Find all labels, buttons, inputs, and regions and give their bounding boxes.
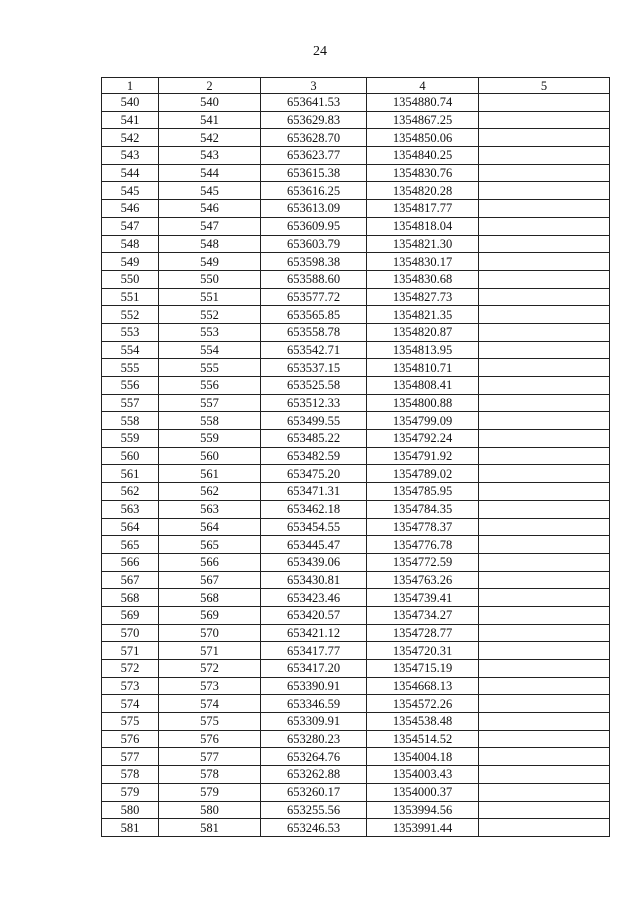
table-row	[102, 270, 610, 288]
table-row	[102, 217, 610, 235]
table-cell-col-4: 1354821.35	[367, 306, 479, 324]
table-cell-col-4: 1354004.18	[367, 748, 479, 766]
table-row	[102, 677, 610, 695]
table-cell-col-5	[479, 377, 610, 395]
table-row	[102, 730, 610, 748]
table-cell-col-5	[479, 465, 610, 483]
table-cell-col-1: 570	[102, 624, 159, 642]
table-cell-col-4: 1354880.74	[367, 94, 479, 112]
table-cell-col-4: 1354840.25	[367, 147, 479, 165]
table-cell-col-3: 653417.77	[261, 642, 367, 660]
table-cell-col-5	[479, 182, 610, 200]
table-cell-col-4: 1354778.37	[367, 518, 479, 536]
table-row	[102, 766, 610, 784]
table-row	[102, 147, 610, 165]
table-cell-col-4: 1354791.92	[367, 447, 479, 465]
table-cell-col-4: 1354514.52	[367, 730, 479, 748]
table-cell-col-5	[479, 217, 610, 235]
table-cell-col-1: 551	[102, 288, 159, 306]
table-cell-col-3: 653471.31	[261, 483, 367, 501]
table-cell-col-3: 653499.55	[261, 412, 367, 430]
table-cell-col-3: 653255.56	[261, 801, 367, 819]
table-cell-col-1: 565	[102, 536, 159, 554]
table-cell-col-4: 1354810.71	[367, 359, 479, 377]
table-row	[102, 111, 610, 129]
table-cell-col-2: 556	[159, 377, 261, 395]
table-cell-col-3: 653629.83	[261, 111, 367, 129]
table-cell-col-3: 653565.85	[261, 306, 367, 324]
table-cell-col-2: 563	[159, 500, 261, 518]
table-row	[102, 819, 610, 837]
table-cell-col-4: 1354572.26	[367, 695, 479, 713]
table-cell-col-5	[479, 819, 610, 837]
table-cell-col-2: 569	[159, 606, 261, 624]
table-cell-col-3: 653641.53	[261, 94, 367, 112]
table-cell-col-1: 546	[102, 200, 159, 218]
table-cell-col-4: 1354715.19	[367, 660, 479, 678]
table-cell-col-5	[479, 164, 610, 182]
table-cell-col-2: 581	[159, 819, 261, 837]
table-cell-col-2: 574	[159, 695, 261, 713]
table-cell-col-3: 653417.20	[261, 660, 367, 678]
table-cell-col-4: 1354867.25	[367, 111, 479, 129]
table-cell-col-2: 557	[159, 394, 261, 412]
table-row	[102, 801, 610, 819]
table-cell-col-1: 564	[102, 518, 159, 536]
table-cell-col-2: 558	[159, 412, 261, 430]
table-cell-col-4: 1354850.06	[367, 129, 479, 147]
table-cell-col-5	[479, 147, 610, 165]
table-cell-col-3: 653588.60	[261, 270, 367, 288]
table-cell-col-3: 653615.38	[261, 164, 367, 182]
table-cell-col-2: 543	[159, 147, 261, 165]
table-cell-col-5	[479, 288, 610, 306]
table-cell-col-1: 542	[102, 129, 159, 147]
table-cell-col-5	[479, 589, 610, 607]
table-cell-col-3: 653482.59	[261, 447, 367, 465]
table-cell-col-1: 576	[102, 730, 159, 748]
table-cell-col-2: 571	[159, 642, 261, 660]
table-row	[102, 394, 610, 412]
table-cell-col-2: 551	[159, 288, 261, 306]
table-cell-col-2: 564	[159, 518, 261, 536]
table-row	[102, 182, 610, 200]
table-cell-col-4: 1354734.27	[367, 606, 479, 624]
table-row	[102, 713, 610, 731]
table-cell-col-5	[479, 412, 610, 430]
table-cell-col-5	[479, 200, 610, 218]
table-cell-col-3: 653475.20	[261, 465, 367, 483]
table-cell-col-2: 554	[159, 341, 261, 359]
table-cell-col-3: 653280.23	[261, 730, 367, 748]
table-cell-col-1: 563	[102, 500, 159, 518]
table-cell-col-5	[479, 94, 610, 112]
table-row	[102, 465, 610, 483]
table-cell-col-4: 1354813.95	[367, 341, 479, 359]
table-cell-col-2: 576	[159, 730, 261, 748]
table-cell-col-1: 571	[102, 642, 159, 660]
table-cell-col-4: 1354538.48	[367, 713, 479, 731]
table-cell-col-1: 553	[102, 323, 159, 341]
table-cell-col-2: 580	[159, 801, 261, 819]
column-header: 5	[479, 78, 610, 94]
table-cell-col-4: 1354772.59	[367, 553, 479, 571]
table-cell-col-2: 566	[159, 553, 261, 571]
table-cell-col-4: 1354830.17	[367, 253, 479, 271]
table-cell-col-2: 559	[159, 430, 261, 448]
table-cell-col-4: 1354000.37	[367, 783, 479, 801]
table-cell-col-5	[479, 500, 610, 518]
table-cell-col-3: 653246.53	[261, 819, 367, 837]
table-cell-col-2: 577	[159, 748, 261, 766]
table-row	[102, 323, 610, 341]
table-row	[102, 359, 610, 377]
table-cell-col-4: 1353991.44	[367, 819, 479, 837]
table-row	[102, 447, 610, 465]
table-row	[102, 483, 610, 501]
table-cell-col-2: 567	[159, 571, 261, 589]
column-header: 2	[159, 78, 261, 94]
table-cell-col-1: 555	[102, 359, 159, 377]
table-row	[102, 606, 610, 624]
table-cell-col-3: 653346.59	[261, 695, 367, 713]
table-cell-col-5	[479, 766, 610, 784]
table-cell-col-1: 548	[102, 235, 159, 253]
table-cell-col-4: 1354785.95	[367, 483, 479, 501]
table-row	[102, 94, 610, 112]
table-cell-col-2: 549	[159, 253, 261, 271]
table-cell-col-5	[479, 642, 610, 660]
table-cell-col-5	[479, 270, 610, 288]
table-cell-col-3: 653309.91	[261, 713, 367, 731]
table-cell-col-2: 547	[159, 217, 261, 235]
table-cell-col-1: 557	[102, 394, 159, 412]
table-cell-col-2: 572	[159, 660, 261, 678]
table-cell-col-5	[479, 306, 610, 324]
table-cell-col-5	[479, 571, 610, 589]
table-cell-col-2: 579	[159, 783, 261, 801]
table-row	[102, 553, 610, 571]
table-cell-col-4: 1353994.56	[367, 801, 479, 819]
table-row	[102, 430, 610, 448]
table-cell-col-2: 544	[159, 164, 261, 182]
table-cell-col-2: 540	[159, 94, 261, 112]
table-cell-col-5	[479, 394, 610, 412]
table-cell-col-2: 555	[159, 359, 261, 377]
table-cell-col-1: 558	[102, 412, 159, 430]
table-cell-col-3: 653613.09	[261, 200, 367, 218]
table-cell-col-1: 543	[102, 147, 159, 165]
table-cell-col-4: 1354720.31	[367, 642, 479, 660]
table-cell-col-2: 541	[159, 111, 261, 129]
table-cell-col-1: 567	[102, 571, 159, 589]
table-row	[102, 288, 610, 306]
table-cell-col-1: 554	[102, 341, 159, 359]
table-cell-col-2: 575	[159, 713, 261, 731]
table-row	[102, 660, 610, 678]
table-cell-col-1: 545	[102, 182, 159, 200]
table-cell-col-1: 581	[102, 819, 159, 837]
table-cell-col-3: 653264.76	[261, 748, 367, 766]
table-cell-col-1: 540	[102, 94, 159, 112]
table-cell-col-5	[479, 624, 610, 642]
table-cell-col-2: 548	[159, 235, 261, 253]
table-cell-col-3: 653485.22	[261, 430, 367, 448]
table-cell-col-5	[479, 341, 610, 359]
table-cell-col-1: 572	[102, 660, 159, 678]
table-cell-col-2: 553	[159, 323, 261, 341]
table-cell-col-4: 1354800.88	[367, 394, 479, 412]
table-cell-col-4: 1354763.26	[367, 571, 479, 589]
table-cell-col-2: 562	[159, 483, 261, 501]
table-cell-col-5	[479, 677, 610, 695]
table-row	[102, 129, 610, 147]
table-cell-col-1: 569	[102, 606, 159, 624]
table-cell-col-5	[479, 129, 610, 147]
table-cell-col-3: 653542.71	[261, 341, 367, 359]
table-cell-col-4: 1354820.87	[367, 323, 479, 341]
table-row	[102, 642, 610, 660]
table-cell-col-3: 653423.46	[261, 589, 367, 607]
table-row	[102, 571, 610, 589]
table-cell-col-1: 577	[102, 748, 159, 766]
table-cell-col-3: 653260.17	[261, 783, 367, 801]
table-cell-col-5	[479, 111, 610, 129]
column-header: 4	[367, 78, 479, 94]
table-cell-col-3: 653558.78	[261, 323, 367, 341]
table-cell-col-5	[479, 323, 610, 341]
table-cell-col-2: 565	[159, 536, 261, 554]
table-cell-col-5	[479, 606, 610, 624]
table-row	[102, 518, 610, 536]
table-cell-col-1: 579	[102, 783, 159, 801]
table-cell-col-5	[479, 359, 610, 377]
table-cell-col-4: 1354818.04	[367, 217, 479, 235]
table-cell-col-2: 573	[159, 677, 261, 695]
table-row	[102, 695, 610, 713]
table-cell-col-3: 653262.88	[261, 766, 367, 784]
table-row	[102, 253, 610, 271]
table-row	[102, 589, 610, 607]
table-cell-col-4: 1354817.77	[367, 200, 479, 218]
table-cell-col-3: 653577.72	[261, 288, 367, 306]
table-cell-col-1: 562	[102, 483, 159, 501]
table-row	[102, 306, 610, 324]
table-row	[102, 164, 610, 182]
table-cell-col-3: 653454.55	[261, 518, 367, 536]
table-cell-col-1: 566	[102, 553, 159, 571]
table-cell-col-3: 653609.95	[261, 217, 367, 235]
table-cell-col-4: 1354776.78	[367, 536, 479, 554]
table-cell-col-3: 653525.58	[261, 377, 367, 395]
table-cell-col-3: 653445.47	[261, 536, 367, 554]
table-cell-col-2: 560	[159, 447, 261, 465]
table-cell-col-1: 574	[102, 695, 159, 713]
table-row	[102, 200, 610, 218]
table-cell-col-3: 653439.06	[261, 553, 367, 571]
table-cell-col-4: 1354808.41	[367, 377, 479, 395]
table-cell-col-1: 549	[102, 253, 159, 271]
table-cell-col-5	[479, 730, 610, 748]
table-cell-col-2: 550	[159, 270, 261, 288]
table-cell-col-1: 544	[102, 164, 159, 182]
table-cell-col-3: 653420.57	[261, 606, 367, 624]
table-cell-col-5	[479, 748, 610, 766]
column-header: 3	[261, 78, 367, 94]
table-cell-col-5	[479, 253, 610, 271]
table-cell-col-3: 653430.81	[261, 571, 367, 589]
table-cell-col-5	[479, 660, 610, 678]
table-cell-col-5	[479, 430, 610, 448]
table-cell-col-5	[479, 518, 610, 536]
table-cell-col-4: 1354827.73	[367, 288, 479, 306]
table-cell-col-4: 1354784.35	[367, 500, 479, 518]
table-cell-col-5	[479, 235, 610, 253]
table-cell-col-2: 546	[159, 200, 261, 218]
table-body	[102, 78, 610, 837]
table-cell-col-1: 568	[102, 589, 159, 607]
table-cell-col-1: 559	[102, 430, 159, 448]
table-row	[102, 783, 610, 801]
table-cell-col-1: 550	[102, 270, 159, 288]
table-cell-col-2: 552	[159, 306, 261, 324]
table-row	[102, 500, 610, 518]
table-cell-col-2: 542	[159, 129, 261, 147]
table-row	[102, 536, 610, 554]
table-cell-col-5	[479, 801, 610, 819]
table-cell-col-1: 561	[102, 465, 159, 483]
table-cell-col-4: 1354799.09	[367, 412, 479, 430]
table-cell-col-3: 653421.12	[261, 624, 367, 642]
table-row	[102, 235, 610, 253]
table-cell-col-1: 541	[102, 111, 159, 129]
table-cell-col-4: 1354728.77	[367, 624, 479, 642]
table-cell-col-4: 1354821.30	[367, 235, 479, 253]
table-cell-col-2: 545	[159, 182, 261, 200]
table-cell-col-1: 575	[102, 713, 159, 731]
table-cell-col-5	[479, 695, 610, 713]
table-cell-col-3: 653628.70	[261, 129, 367, 147]
table-cell-col-2: 568	[159, 589, 261, 607]
table-cell-col-4: 1354820.28	[367, 182, 479, 200]
table-cell-col-4: 1354789.02	[367, 465, 479, 483]
table-cell-col-1: 580	[102, 801, 159, 819]
table-cell-col-3: 653512.33	[261, 394, 367, 412]
coordinates-table	[101, 77, 610, 837]
table-cell-col-2: 578	[159, 766, 261, 784]
table-cell-col-5	[479, 553, 610, 571]
table-header-row	[102, 78, 610, 94]
page-number: 24	[313, 44, 327, 59]
table-cell-col-3: 653603.79	[261, 235, 367, 253]
table-cell-col-4: 1354830.76	[367, 164, 479, 182]
table-cell-col-5	[479, 713, 610, 731]
table-cell-col-5	[479, 536, 610, 554]
table-cell-col-3: 653598.38	[261, 253, 367, 271]
table-cell-col-4: 1354830.68	[367, 270, 479, 288]
table-cell-col-5	[479, 783, 610, 801]
table-cell-col-4: 1354003.43	[367, 766, 479, 784]
table-cell-col-1: 547	[102, 217, 159, 235]
table-cell-col-5	[479, 447, 610, 465]
table-cell-col-2: 570	[159, 624, 261, 642]
table-cell-col-3: 653623.77	[261, 147, 367, 165]
table-cell-col-4: 1354668.13	[367, 677, 479, 695]
table-cell-col-2: 561	[159, 465, 261, 483]
table-cell-col-1: 578	[102, 766, 159, 784]
column-header: 1	[102, 78, 159, 94]
table-cell-col-1: 552	[102, 306, 159, 324]
table-row	[102, 341, 610, 359]
table-cell-col-3: 653390.91	[261, 677, 367, 695]
table-cell-col-3: 653537.15	[261, 359, 367, 377]
table-cell-col-3: 653462.18	[261, 500, 367, 518]
table-row	[102, 624, 610, 642]
table-row	[102, 377, 610, 395]
table-cell-col-1: 556	[102, 377, 159, 395]
table-cell-col-4: 1354739.41	[367, 589, 479, 607]
table-cell-col-3: 653616.25	[261, 182, 367, 200]
table-row	[102, 412, 610, 430]
table-cell-col-1: 573	[102, 677, 159, 695]
table-cell-col-1: 560	[102, 447, 159, 465]
table-cell-col-5	[479, 483, 610, 501]
table-cell-col-4: 1354792.24	[367, 430, 479, 448]
table-row	[102, 748, 610, 766]
